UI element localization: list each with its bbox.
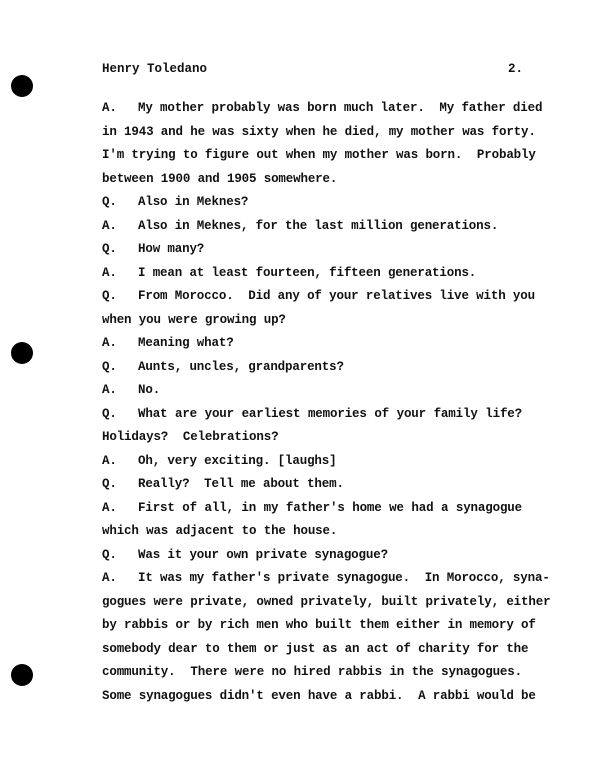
line-text: Also in Meknes? (138, 195, 249, 209)
transcript-line (102, 121, 536, 145)
transcript-line (102, 238, 522, 262)
transcript-line (102, 191, 522, 215)
speaker-label: A. (102, 383, 117, 397)
transcript-line (102, 450, 522, 474)
transcript-line (102, 215, 522, 239)
line-text: Meaning what? (138, 336, 234, 350)
speaker-label: A. (102, 265, 117, 280)
speaker-label: Q. (102, 289, 117, 303)
page-header (102, 62, 523, 82)
punch-hole-bottom (11, 664, 33, 686)
transcript-line (102, 473, 522, 497)
line-text: by rabbis or by rich men who built them either in memory of (102, 618, 536, 632)
transcript-line (102, 497, 522, 521)
transcript-line (102, 638, 529, 662)
line-text: Also in Meknes, for the last million generations. (138, 218, 499, 233)
speaker-label: Q. (102, 242, 117, 256)
speaker-label: Q. (102, 195, 117, 209)
line-text: in 1943 and he was sixty when he died, my mother was forty. (102, 124, 536, 139)
line-text: How many? (138, 242, 205, 256)
transcript-line (102, 567, 550, 591)
transcript-body (102, 97, 551, 708)
speaker-label: A. (102, 101, 117, 115)
page-number: 2. (507, 62, 523, 76)
line-text: I mean at least fourteen, fifteen generations. (138, 265, 477, 280)
line-text: No. (138, 383, 161, 397)
transcript-line (102, 685, 536, 709)
transcript-line (102, 97, 543, 121)
transcript-line (102, 614, 536, 638)
line-text: community. There were no hired rabbis in the synagogues. (102, 665, 522, 679)
line-text: Holidays? Celebrations? (102, 430, 279, 444)
line-text: It was my father's private synagogue. In Morocco, syna- (138, 571, 550, 585)
transcript-line (102, 168, 522, 192)
punch-hole-middle (11, 342, 33, 364)
transcript-line (102, 591, 551, 615)
punch-hole-top (11, 75, 33, 97)
speaker-label: Q. (102, 547, 117, 562)
speaker-label: A. (102, 218, 117, 233)
line-text: Some synagogues didn't even have a rabbi. A rabbi would be (102, 688, 536, 703)
line-text: Aunts, uncles, grandparents? (138, 359, 344, 374)
line-text: Really? Tell me about them. (138, 477, 344, 491)
transcript-line (102, 544, 522, 568)
line-text: gogues were private, owned privately, built privately, either (102, 594, 551, 609)
line-text: First of all, in my father's home we had a synagogue (138, 500, 522, 515)
speaker-label: A. (102, 453, 117, 468)
transcript-line (102, 661, 522, 685)
speaker-label: A. (102, 500, 117, 515)
line-text: between 1900 and 1905 somewhere. (102, 171, 338, 186)
line-text: somebody dear to them or just as an act of charity for the (102, 641, 529, 656)
transcript-line (102, 403, 522, 427)
transcript-line (102, 285, 535, 309)
transcript-line (102, 262, 522, 286)
speaker-label: A. (102, 571, 117, 585)
line-text: when you were growing up? (102, 312, 286, 327)
line-text: From Morocco. Did any of your relatives live with you (138, 289, 535, 303)
transcript-line (102, 426, 522, 450)
transcript-line (102, 309, 522, 333)
speaker-label: Q. (102, 406, 117, 421)
line-text: My mother probably was born much later. My father died (138, 101, 543, 115)
line-text: I'm trying to figure out when my mother was born. Probably (102, 148, 536, 162)
speaker-label: Q. (102, 477, 117, 491)
line-text: which was adjacent to the house. (102, 524, 338, 538)
transcript-line (102, 356, 522, 380)
transcript-line (102, 144, 536, 168)
transcript-line (102, 379, 522, 403)
speaker-label: A. (102, 336, 117, 350)
transcript-line (102, 332, 522, 356)
line-text: What are your earliest memories of your family life? (138, 406, 522, 421)
speaker-label: Q. (102, 359, 117, 374)
line-text: Oh, very exciting. [laughs] (138, 453, 337, 468)
transcript-line (102, 520, 522, 544)
line-text: Was it your own private synagogue? (138, 547, 388, 562)
interviewee-name: Henry Toledano (102, 62, 208, 76)
